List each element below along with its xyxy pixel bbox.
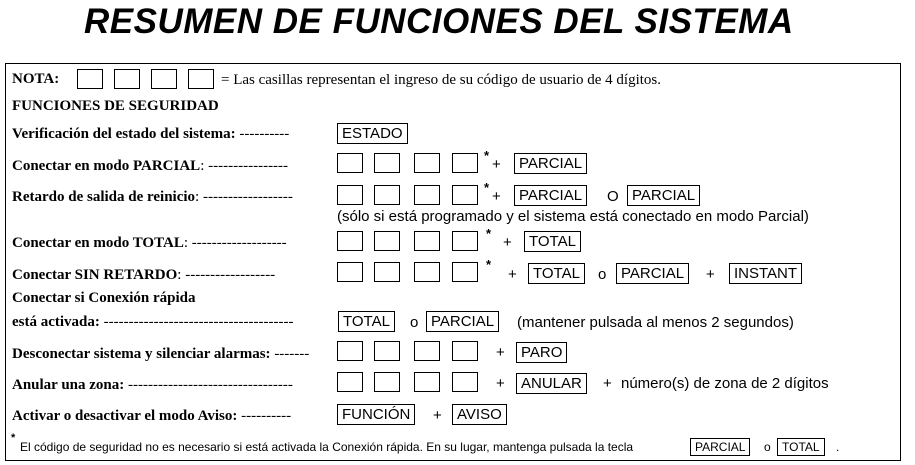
parcial-label-2: PARCIAL <box>132 158 201 174</box>
code-box <box>337 231 363 251</box>
code-box <box>452 231 478 251</box>
code-box <box>414 341 440 361</box>
plus-sign: + <box>433 407 442 424</box>
code-box <box>337 262 363 282</box>
row-estado-label <box>12 125 289 143</box>
row-anular-label <box>12 376 293 394</box>
star-mark: * <box>484 148 490 163</box>
anular-label: Anular una zona: <box>12 377 125 393</box>
row-aviso-label <box>12 407 291 425</box>
or-text: o <box>410 314 419 331</box>
code-box <box>337 185 363 205</box>
rapida-note: (mantener pulsada al menos 2 segundos) <box>517 314 794 331</box>
retardo-label-2: : <box>195 189 200 205</box>
code-box <box>374 372 400 392</box>
plus-sign: + <box>492 188 501 205</box>
key-parcial: PARCIAL <box>426 311 499 332</box>
code-box <box>337 372 363 392</box>
plus-sign: + <box>496 344 505 361</box>
star-mark: * <box>486 226 492 241</box>
plus-sign: + <box>492 156 501 173</box>
key-parcial-2: PARCIAL <box>627 185 700 206</box>
code-box <box>77 69 103 89</box>
page-title: RESUMEN DE FUNCIONES DEL SISTEMA <box>84 2 794 41</box>
rapida-dashes: -------------------------------------- <box>103 314 294 330</box>
code-box <box>414 153 440 173</box>
total-label-1: Conectar en modo <box>12 235 133 251</box>
code-box <box>414 231 440 251</box>
code-box <box>452 262 478 282</box>
anular-dashes: --------------------------------- <box>128 377 293 393</box>
code-box <box>151 69 177 89</box>
row-desconectar-label <box>12 345 309 363</box>
key-anular: ANULAR <box>516 373 587 394</box>
retardo-note: (sólo si está programado y el sistema está conectado en modo Parcial) <box>337 208 809 225</box>
code-box <box>452 153 478 173</box>
key-parcial: PARCIAL <box>616 263 689 284</box>
code-box <box>114 69 140 89</box>
sinret-label-3: : <box>177 267 182 283</box>
code-box <box>188 69 214 89</box>
nota-text: = Las casillas representan el ingreso de su código de usuario de 4 dígitos. <box>221 72 662 88</box>
rapida-label-2: está activada: <box>12 314 100 330</box>
footnote-star: * <box>11 432 16 444</box>
code-box <box>414 262 440 282</box>
code-box <box>452 372 478 392</box>
code-box <box>374 231 400 251</box>
row-parcial-label <box>12 157 288 175</box>
sinret-label-1: Conectar <box>12 267 75 283</box>
code-box <box>414 185 440 205</box>
footnote-key-total: TOTAL <box>777 438 825 456</box>
nota-label: NOTA: <box>12 71 60 87</box>
key-parcial: PARCIAL <box>514 153 587 174</box>
key-paro: PARO <box>516 342 567 363</box>
code-box <box>337 153 363 173</box>
desconectar-dashes: ------- <box>274 346 310 362</box>
key-estado: ESTADO <box>337 123 408 144</box>
total-label-2: TOTAL <box>132 235 184 251</box>
plus-sign: + <box>508 266 517 283</box>
footnote-end: . <box>836 440 840 454</box>
plus-sign: + <box>706 266 715 283</box>
footnote-key-parcial: PARCIAL <box>690 438 750 456</box>
estado-label: Verificación del estado del sistema: <box>12 126 236 142</box>
or-text: O <box>607 188 619 205</box>
retardo-dashes: ------------------ <box>202 189 293 205</box>
row-sinretardo-label <box>12 266 275 284</box>
sinret-label-2: SIN RETARDO <box>74 267 178 283</box>
parcial-dashes: ---------------- <box>208 158 289 174</box>
key-funcion: FUNCIÓN <box>337 404 415 425</box>
aviso-label: Activar o desactivar el modo Aviso: <box>12 408 238 424</box>
section-heading: FUNCIONES DE SEGURIDAD <box>12 98 219 114</box>
code-box <box>374 262 400 282</box>
star-mark: * <box>484 180 490 195</box>
row-total-label <box>12 234 287 252</box>
key-instant: INSTANT <box>729 263 802 284</box>
row-rapida-label <box>12 313 293 331</box>
key-total: TOTAL <box>338 311 395 332</box>
plus-sign: + <box>603 375 612 392</box>
parcial-label-1: Conectar en modo <box>12 158 133 174</box>
aviso-dashes: ---------- <box>241 408 292 424</box>
star-mark: * <box>486 257 492 272</box>
anular-note: número(s) de zona de 2 dígitos <box>621 375 829 392</box>
key-total: TOTAL <box>524 231 581 252</box>
plus-sign: + <box>503 234 512 251</box>
code-box <box>452 341 478 361</box>
code-box <box>452 185 478 205</box>
code-box <box>374 185 400 205</box>
code-box <box>374 153 400 173</box>
or-text: o <box>598 266 607 283</box>
code-box <box>374 341 400 361</box>
estado-dashes: ---------- <box>239 126 290 142</box>
key-total: TOTAL <box>528 263 585 284</box>
code-box <box>337 341 363 361</box>
rapida-label-1: Conectar si Conexión rápida <box>12 290 196 306</box>
retardo-label-1: Retardo de salida de reinicio <box>12 189 196 205</box>
row-retardo-label <box>12 188 293 206</box>
code-box <box>414 372 440 392</box>
total-label-3: : <box>183 235 189 251</box>
sinret-dashes: ------------------ <box>185 267 276 283</box>
total-dashes: ------------------- <box>191 235 287 251</box>
parcial-label-3: : <box>200 158 205 174</box>
key-aviso: AVISO <box>452 404 507 425</box>
footnote-text: El código de seguridad no es necesario si está activada la Conexión rápida. En su lugar, mantenga pulsada la tecla <box>20 440 634 454</box>
plus-sign: + <box>496 375 505 392</box>
key-parcial: PARCIAL <box>514 185 587 206</box>
footnote-or: o <box>764 440 771 454</box>
desconectar-label: Desconectar sistema y silenciar alarmas: <box>12 346 271 362</box>
